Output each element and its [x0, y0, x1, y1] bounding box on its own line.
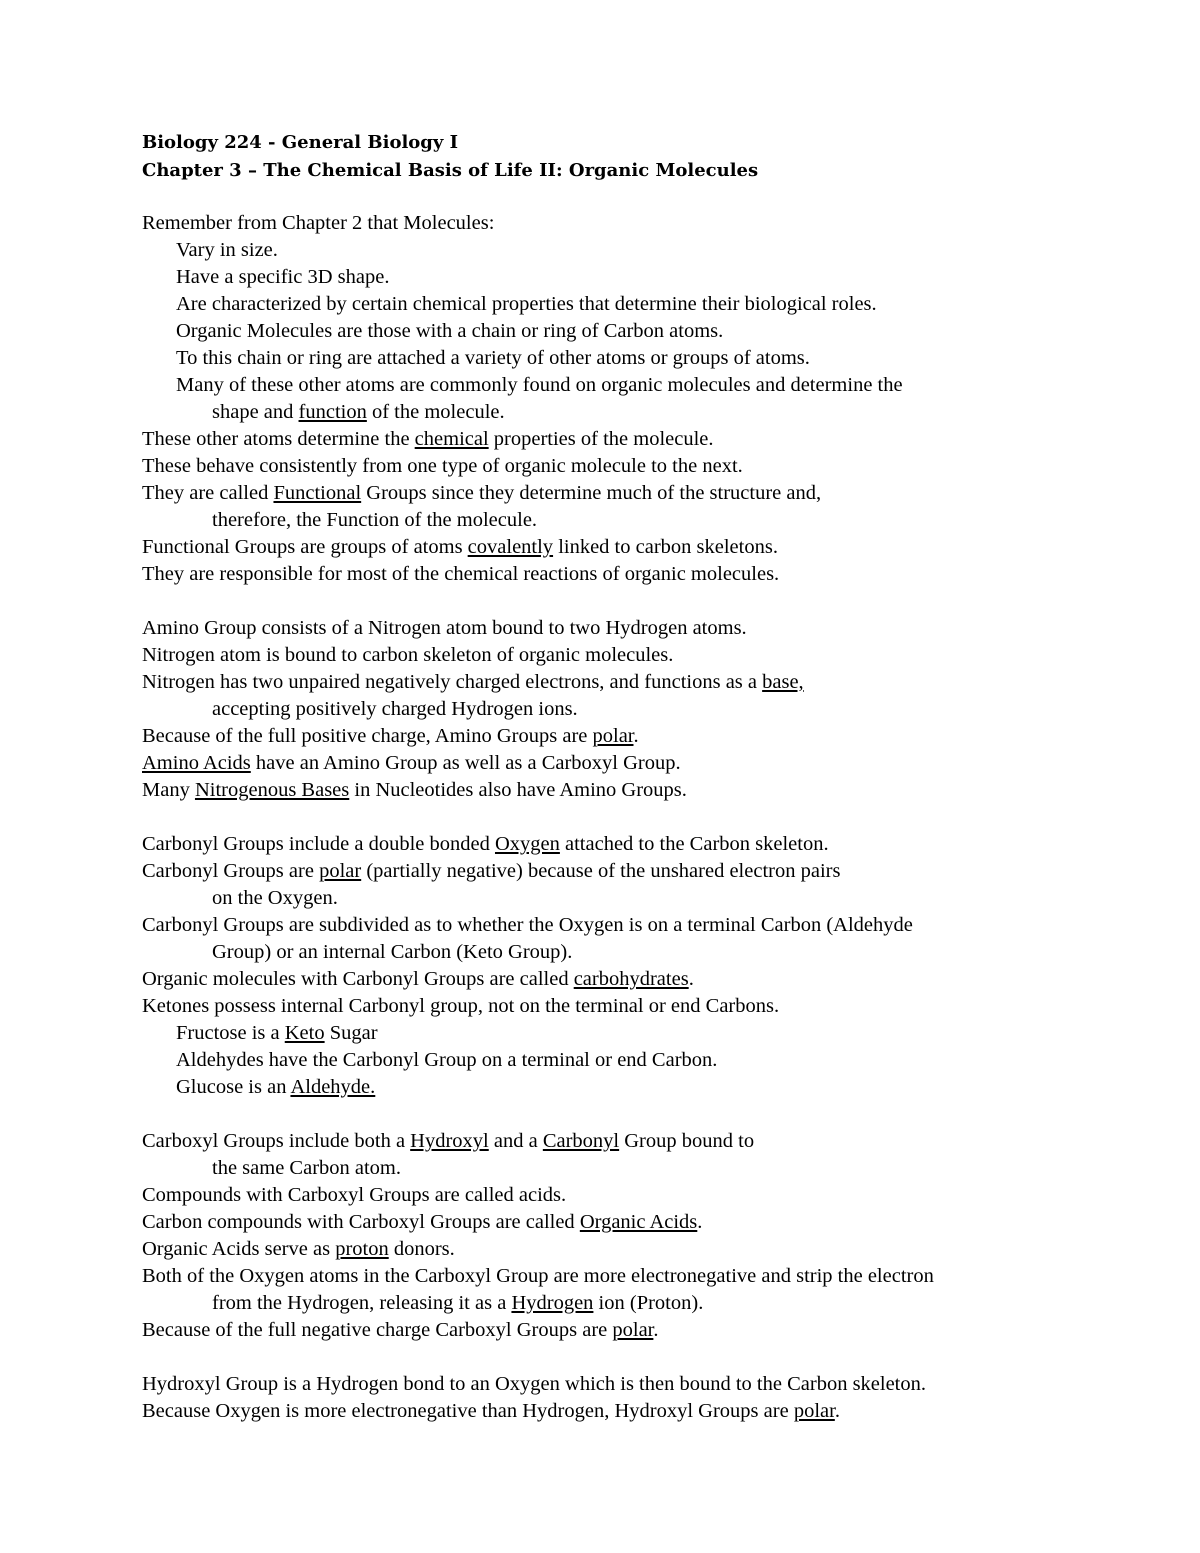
- text-line: Hydroxyl Group is a Hydrogen bond to an Oxygen which is then bound to the Carbon skeleton.: [142, 1373, 927, 1395]
- underlined-term: Nitrogenous Bases: [194, 779, 350, 801]
- text-segment: Carbon compounds with Carboxyl Groups are called: [142, 1211, 580, 1233]
- text-segment: linked to carbon skeletons.: [553, 536, 778, 558]
- text-segment: They are called: [142, 482, 274, 504]
- underlined-term: Hydrogen: [511, 1292, 594, 1314]
- text-line: accepting positively charged Hydrogen ions.: [212, 698, 578, 720]
- text-line: [142, 750, 1142, 777]
- text-segment: .: [653, 1319, 659, 1341]
- text-segment: Groups since they determine much of the structure and,: [361, 482, 822, 504]
- text-segment: These other atoms determine the: [142, 428, 415, 450]
- text-segment: shape and: [212, 401, 299, 423]
- text-line: Carbonyl Groups are subdivided as to whether the Oxygen is on a terminal Carbon (Aldehyde: [142, 914, 913, 936]
- text-segment: Organic Acids serve as: [142, 1238, 336, 1260]
- text-line: [142, 480, 1142, 507]
- text-segment: Nitrogen has two unpaired negatively charged electrons, and functions as a: [142, 671, 763, 693]
- text-line: These behave consistently from one type of organic molecule to the next.: [142, 455, 743, 477]
- text-segment: Because of the full positive charge, Amino Groups are: [142, 725, 593, 747]
- text-line: [142, 723, 1142, 750]
- underlined-term: Functional: [273, 482, 362, 504]
- text-segment: (partially negative) because of the unshared electron pairs: [361, 860, 841, 882]
- text-line: [142, 534, 1142, 561]
- text-segment: donors.: [388, 1238, 455, 1260]
- text-line: Are characterized by certain chemical properties that determine their biological roles.: [176, 293, 877, 315]
- text-line: therefore, the Function of the molecule.: [212, 509, 538, 531]
- text-segment: ion (Proton).: [593, 1292, 704, 1314]
- text-segment: Because of the full negative charge Carboxyl Groups are: [142, 1319, 613, 1341]
- text-line: [142, 1128, 1142, 1155]
- text-segment: Because Oxygen is more electronegative than Hydrogen, Hydroxyl Groups are: [142, 1400, 794, 1422]
- text-line: [142, 777, 1142, 804]
- text-line: Nitrogen atom is bound to carbon skeleton of organic molecules.: [142, 644, 674, 666]
- underlined-term: Amino Acids: [142, 752, 251, 774]
- text-segment: Functional Groups are groups of atoms: [142, 536, 468, 558]
- text-line: [142, 831, 1142, 858]
- notes-body: [142, 210, 1142, 1425]
- underlined-term: polar: [592, 725, 634, 747]
- text-segment: .: [633, 725, 639, 747]
- text-segment: of the molecule.: [366, 401, 505, 423]
- underlined-term: Organic Acids: [579, 1211, 698, 1233]
- text-segment: properties of the molecule.: [488, 428, 714, 450]
- underlined-term: carbohydrates: [573, 968, 689, 990]
- text-line: [142, 399, 1142, 426]
- text-segment: .: [834, 1400, 840, 1422]
- text-line: [142, 1074, 1142, 1101]
- text-line: Ketones possess internal Carbonyl group, not on the terminal or end Carbons.: [142, 995, 780, 1017]
- course-title: Biology 224 - General Biology I: [142, 132, 459, 153]
- text-segment: Carbonyl Groups include a double bonded: [142, 833, 495, 855]
- text-line: Both of the Oxygen atoms in the Carboxyl Group are more electronegative and strip the electron: [142, 1265, 934, 1287]
- text-segment: .: [697, 1211, 703, 1233]
- underlined-term: chemical: [414, 428, 489, 450]
- underlined-term: proton: [335, 1238, 389, 1260]
- underlined-term: covalently: [467, 536, 554, 558]
- text-segment: Fructose is a: [176, 1022, 285, 1044]
- carbonyl-section: [142, 831, 1142, 1101]
- text-segment: Organic molecules with Carbonyl Groups are called: [142, 968, 574, 990]
- text-segment: attached to the Carbon skeleton.: [559, 833, 829, 855]
- text-segment: Glucose is an: [176, 1076, 291, 1098]
- text-line: [142, 966, 1142, 993]
- text-segment: Carboxyl Groups include both a: [142, 1130, 411, 1152]
- text-segment: and a: [488, 1130, 543, 1152]
- text-segment: in Nucleotides also have Amino Groups.: [349, 779, 687, 801]
- text-line: Remember from Chapter 2 that Molecules:: [142, 212, 495, 234]
- text-line: [142, 426, 1142, 453]
- text-line: Many of these other atoms are commonly found on organic molecules and determine the: [176, 374, 903, 396]
- text-line: Organic Molecules are those with a chain or ring of Carbon atoms.: [176, 320, 724, 342]
- text-line: [142, 1398, 1142, 1425]
- text-line: They are responsible for most of the chemical reactions of organic molecules.: [142, 563, 780, 585]
- text-segment: Many: [142, 779, 195, 801]
- intro-section: [142, 210, 1142, 588]
- text-segment: Sugar: [324, 1022, 378, 1044]
- underlined-term: base,: [762, 671, 804, 693]
- underlined-term: function: [298, 401, 367, 423]
- text-line: on the Oxygen.: [212, 887, 338, 909]
- text-line: Have a specific 3D shape.: [176, 266, 390, 288]
- underlined-term: Aldehyde.: [290, 1076, 376, 1098]
- underlined-term: Oxygen: [494, 833, 560, 855]
- underlined-term: Carbonyl: [542, 1130, 620, 1152]
- text-segment: have an Amino Group as well as a Carboxyl Group.: [250, 752, 681, 774]
- text-line: Group) or an internal Carbon (Keto Group).: [212, 941, 573, 963]
- text-segment: from the Hydrogen, releasing it as a: [212, 1292, 512, 1314]
- text-segment: Group bound to: [619, 1130, 755, 1152]
- underlined-term: Keto: [284, 1022, 325, 1044]
- text-line: [142, 1209, 1142, 1236]
- text-segment: .: [688, 968, 694, 990]
- carboxyl-section: [142, 1128, 1142, 1344]
- amino-section: [142, 615, 1142, 804]
- text-line: the same Carbon atom.: [212, 1157, 402, 1179]
- text-line: [142, 1317, 1142, 1344]
- underlined-term: polar: [319, 860, 362, 882]
- chapter-title: Chapter 3 – The Chemical Basis of Life II: Organic Molecules: [142, 160, 759, 181]
- hydroxyl-section: [142, 1371, 1142, 1425]
- text-line: To this chain or ring are attached a variety of other atoms or groups of atoms.: [176, 347, 810, 369]
- text-line: [142, 1236, 1142, 1263]
- text-line: [142, 1290, 1142, 1317]
- text-segment: Carbonyl Groups are: [142, 860, 320, 882]
- underlined-term: polar: [793, 1400, 835, 1422]
- text-line: [142, 858, 1142, 885]
- text-line: Compounds with Carboxyl Groups are called acids.: [142, 1184, 567, 1206]
- text-line: [142, 1020, 1142, 1047]
- text-line: Aldehydes have the Carbonyl Group on a terminal or end Carbon.: [176, 1049, 718, 1071]
- text-line: [142, 669, 1142, 696]
- text-line: Amino Group consists of a Nitrogen atom bound to two Hydrogen atoms.: [142, 617, 747, 639]
- text-line: Vary in size.: [176, 239, 278, 261]
- underlined-term: polar: [612, 1319, 654, 1341]
- underlined-term: Hydroxyl: [410, 1130, 489, 1152]
